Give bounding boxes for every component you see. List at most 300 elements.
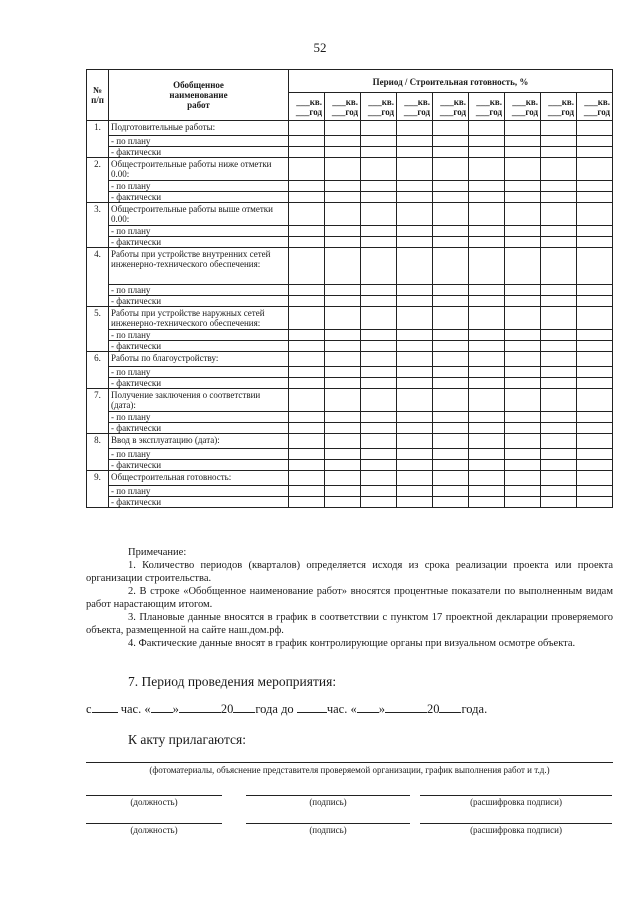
plan-label: - по плану — [109, 181, 289, 192]
value-cell[interactable] — [361, 248, 397, 285]
fact-row — [87, 423, 613, 434]
value-cell[interactable] — [325, 434, 361, 449]
plan-row — [87, 181, 613, 192]
value-cell[interactable] — [325, 471, 361, 486]
value-cell[interactable] — [433, 352, 469, 367]
value-cell[interactable] — [289, 248, 325, 285]
value-cell[interactable] — [433, 449, 469, 460]
year-label: ___год — [367, 106, 394, 117]
value-cell[interactable] — [325, 158, 361, 181]
value-cell[interactable] — [469, 248, 505, 285]
value-cell[interactable] — [433, 147, 469, 158]
value-cell[interactable] — [505, 367, 541, 378]
value-cell[interactable] — [577, 136, 613, 147]
value-cell[interactable] — [289, 486, 325, 497]
value-cell[interactable] — [505, 121, 541, 136]
value-cell[interactable] — [433, 226, 469, 237]
plan-row — [87, 367, 613, 378]
value-cell[interactable] — [361, 378, 397, 389]
value-cell[interactable] — [505, 181, 541, 192]
value-cell[interactable] — [325, 367, 361, 378]
value-cell[interactable] — [577, 226, 613, 237]
value-cell[interactable] — [433, 412, 469, 423]
value-cell[interactable] — [469, 203, 505, 226]
value-cell[interactable] — [505, 192, 541, 203]
fact-row — [87, 497, 613, 508]
value-cell[interactable] — [325, 147, 361, 158]
value-cell[interactable] — [325, 248, 361, 285]
value-cell[interactable] — [541, 192, 577, 203]
value-cell[interactable] — [577, 192, 613, 203]
value-cell[interactable] — [577, 181, 613, 192]
value-cell[interactable] — [577, 378, 613, 389]
value-cell[interactable] — [433, 136, 469, 147]
value-cell[interactable] — [505, 471, 541, 486]
value-cell[interactable] — [541, 285, 577, 296]
value-cell[interactable] — [361, 486, 397, 497]
table-row — [87, 471, 613, 486]
value-cell[interactable] — [433, 121, 469, 136]
value-cell[interactable] — [469, 367, 505, 378]
value-cell[interactable] — [289, 136, 325, 147]
value-cell[interactable] — [397, 460, 433, 471]
value-cell[interactable] — [289, 434, 325, 449]
day-to-field[interactable] — [357, 701, 379, 713]
value-cell[interactable] — [505, 378, 541, 389]
value-cell[interactable] — [397, 147, 433, 158]
value-cell[interactable] — [397, 121, 433, 136]
value-cell[interactable] — [289, 341, 325, 352]
value-cell[interactable] — [469, 192, 505, 203]
value-cell[interactable] — [289, 226, 325, 237]
value-cell[interactable] — [325, 181, 361, 192]
quarter-label: ___кв. — [332, 96, 358, 107]
value-cell[interactable] — [361, 471, 397, 486]
value-cell[interactable] — [505, 203, 541, 226]
month-to-field[interactable] — [385, 701, 427, 713]
value-cell[interactable] — [541, 147, 577, 158]
value-cell[interactable] — [505, 147, 541, 158]
row-number: 9. — [87, 471, 109, 508]
value-cell[interactable] — [469, 497, 505, 508]
plan-label: - по плану — [109, 226, 289, 237]
value-cell[interactable] — [433, 486, 469, 497]
year-to-field[interactable] — [439, 701, 461, 713]
value-cell[interactable] — [289, 497, 325, 508]
attachments-caption: (фотоматериалы, объяснение представителя проверяемой организации, график выполнения работ и т.д.) — [149, 765, 550, 775]
value-cell[interactable] — [469, 226, 505, 237]
value-cell[interactable] — [361, 412, 397, 423]
value-cell[interactable] — [433, 203, 469, 226]
value-cell[interactable] — [469, 434, 505, 449]
value-cell[interactable] — [433, 460, 469, 471]
value-cell[interactable] — [433, 378, 469, 389]
value-cell[interactable] — [361, 330, 397, 341]
value-cell[interactable] — [577, 307, 613, 330]
value-cell[interactable] — [325, 497, 361, 508]
value-cell[interactable] — [577, 296, 613, 307]
value-cell[interactable] — [361, 497, 397, 508]
value-cell[interactable] — [505, 389, 541, 412]
period-from-label: с — [86, 702, 92, 716]
hour-from-field[interactable] — [92, 701, 118, 713]
value-cell[interactable] — [505, 296, 541, 307]
value-cell[interactable] — [325, 486, 361, 497]
value-cell[interactable] — [325, 121, 361, 136]
value-cell[interactable] — [505, 486, 541, 497]
value-cell[interactable] — [577, 460, 613, 471]
note-4: 4. Фактические данные вносят в график контролирующие органы при визуальном осмотре объекта. — [128, 638, 576, 649]
value-cell[interactable] — [541, 389, 577, 412]
value-cell[interactable] — [397, 330, 433, 341]
value-cell[interactable] — [577, 471, 613, 486]
value-cell[interactable] — [361, 147, 397, 158]
value-cell[interactable] — [505, 434, 541, 449]
value-cell[interactable] — [397, 248, 433, 285]
decode-line-1[interactable] — [420, 795, 612, 796]
row-number: 1. — [87, 121, 109, 158]
value-cell[interactable] — [361, 192, 397, 203]
value-cell[interactable] — [541, 341, 577, 352]
value-cell[interactable] — [361, 341, 397, 352]
value-cell[interactable] — [397, 497, 433, 508]
position-line-2[interactable] — [86, 823, 222, 824]
row-number: 4. — [87, 248, 109, 307]
value-cell[interactable] — [325, 203, 361, 226]
fact-row — [87, 341, 613, 352]
value-cell[interactable] — [469, 330, 505, 341]
value-cell[interactable] — [433, 158, 469, 181]
value-cell[interactable] — [325, 330, 361, 341]
value-cell[interactable] — [505, 412, 541, 423]
value-cell[interactable] — [577, 367, 613, 378]
value-cell[interactable] — [289, 158, 325, 181]
value-cell[interactable] — [397, 389, 433, 412]
value-cell[interactable] — [361, 237, 397, 248]
fact-label: - фактически — [109, 460, 289, 471]
value-cell[interactable] — [541, 203, 577, 226]
value-cell[interactable] — [361, 121, 397, 136]
value-cell[interactable] — [505, 158, 541, 181]
value-cell[interactable] — [397, 285, 433, 296]
value-cell[interactable] — [469, 296, 505, 307]
value-cell[interactable] — [577, 434, 613, 449]
value-cell[interactable] — [433, 285, 469, 296]
value-cell[interactable] — [325, 352, 361, 367]
value-cell[interactable] — [289, 389, 325, 412]
value-cell[interactable] — [541, 460, 577, 471]
value-cell[interactable] — [397, 226, 433, 237]
value-cell[interactable] — [325, 341, 361, 352]
value-cell[interactable] — [289, 378, 325, 389]
value-cell[interactable] — [325, 307, 361, 330]
signature-line-1[interactable] — [246, 795, 410, 796]
notes-block — [86, 546, 613, 650]
value-cell[interactable] — [541, 423, 577, 434]
value-cell[interactable] — [289, 460, 325, 471]
value-cell[interactable] — [469, 307, 505, 330]
value-cell[interactable] — [325, 460, 361, 471]
decode-caption-1: (расшифровка подписи) — [470, 797, 562, 807]
signature-line-2[interactable] — [246, 823, 410, 824]
value-cell[interactable] — [397, 367, 433, 378]
value-cell[interactable] — [577, 203, 613, 226]
value-cell[interactable] — [289, 412, 325, 423]
value-cell[interactable] — [433, 192, 469, 203]
value-cell[interactable] — [433, 181, 469, 192]
value-cell[interactable] — [469, 352, 505, 367]
value-cell[interactable] — [361, 203, 397, 226]
value-cell[interactable] — [289, 471, 325, 486]
value-cell[interactable] — [541, 486, 577, 497]
value-cell[interactable] — [577, 389, 613, 412]
table-row — [87, 203, 613, 226]
value-cell[interactable] — [541, 181, 577, 192]
value-cell[interactable] — [541, 121, 577, 136]
quarter-label: ___кв. — [512, 96, 538, 107]
value-cell[interactable] — [469, 341, 505, 352]
signature-caption-2: (подпись) — [309, 825, 347, 835]
value-cell[interactable] — [361, 285, 397, 296]
value-cell[interactable] — [361, 367, 397, 378]
value-cell[interactable] — [397, 158, 433, 181]
day-from-field[interactable] — [151, 701, 173, 713]
value-cell[interactable] — [541, 449, 577, 460]
value-cell[interactable] — [397, 307, 433, 330]
value-cell[interactable] — [505, 136, 541, 147]
value-cell[interactable] — [325, 296, 361, 307]
value-cell[interactable] — [397, 181, 433, 192]
value-cell[interactable] — [325, 136, 361, 147]
value-cell[interactable] — [541, 296, 577, 307]
value-cell[interactable] — [397, 192, 433, 203]
value-cell[interactable] — [541, 497, 577, 508]
value-cell[interactable] — [469, 412, 505, 423]
decode-line-2[interactable] — [420, 823, 612, 824]
value-cell[interactable] — [433, 367, 469, 378]
value-cell[interactable] — [469, 460, 505, 471]
value-cell[interactable] — [433, 471, 469, 486]
position-line-1[interactable] — [86, 795, 222, 796]
value-cell[interactable] — [325, 237, 361, 248]
value-cell[interactable] — [577, 497, 613, 508]
value-cell[interactable] — [397, 412, 433, 423]
note-1: 1. Количество периодов (кварталов) определяется исходя из срока реализации проекта или проекта организации строительства. — [86, 560, 613, 584]
value-cell[interactable] — [361, 296, 397, 307]
value-cell[interactable] — [541, 248, 577, 285]
value-cell[interactable] — [289, 192, 325, 203]
decode-caption-2: (расшифровка подписи) — [470, 825, 562, 835]
value-cell[interactable] — [469, 237, 505, 248]
value-cell[interactable] — [541, 226, 577, 237]
value-cell[interactable] — [433, 330, 469, 341]
value-cell[interactable] — [361, 307, 397, 330]
value-cell[interactable] — [289, 307, 325, 330]
value-cell[interactable] — [397, 296, 433, 307]
value-cell[interactable] — [397, 203, 433, 226]
value-cell[interactable] — [433, 237, 469, 248]
value-cell[interactable] — [577, 121, 613, 136]
value-cell[interactable] — [361, 460, 397, 471]
note-3: 3. Плановые данные вносятся в график в соответствии с пунктом 17 проектной декларации проверяемого объекта, размещенной на сайте наш.дом.рф. — [86, 612, 613, 636]
value-cell[interactable] — [541, 136, 577, 147]
value-cell[interactable] — [433, 307, 469, 330]
value-cell[interactable] — [541, 158, 577, 181]
value-cell[interactable] — [433, 497, 469, 508]
value-cell[interactable] — [577, 285, 613, 296]
value-cell[interactable] — [469, 471, 505, 486]
value-cell[interactable] — [289, 147, 325, 158]
fact-label: - фактически — [109, 497, 289, 508]
value-cell[interactable] — [469, 285, 505, 296]
value-cell[interactable] — [469, 486, 505, 497]
quarter-label: ___кв. — [296, 96, 322, 107]
value-cell[interactable] — [397, 471, 433, 486]
value-cell[interactable] — [289, 330, 325, 341]
value-cell[interactable] — [541, 434, 577, 449]
value-cell[interactable] — [505, 497, 541, 508]
value-cell[interactable] — [505, 226, 541, 237]
hour-to-field[interactable] — [297, 701, 327, 713]
value-cell[interactable] — [505, 330, 541, 341]
value-cell[interactable] — [577, 158, 613, 181]
year-label: ___год — [511, 106, 538, 117]
value-cell[interactable] — [289, 237, 325, 248]
value-cell[interactable] — [433, 389, 469, 412]
value-cell[interactable] — [289, 121, 325, 136]
attachments-line[interactable] — [86, 762, 613, 763]
value-cell[interactable] — [505, 352, 541, 367]
value-cell[interactable] — [469, 449, 505, 460]
value-cell[interactable] — [325, 378, 361, 389]
value-cell[interactable] — [361, 423, 397, 434]
value-cell[interactable] — [541, 237, 577, 248]
value-cell[interactable] — [325, 285, 361, 296]
value-cell[interactable] — [289, 181, 325, 192]
value-cell[interactable] — [289, 367, 325, 378]
value-cell[interactable] — [361, 434, 397, 449]
value-cell[interactable] — [505, 237, 541, 248]
value-cell[interactable] — [433, 434, 469, 449]
column-header-period: Период / Строительная готовность, % — [289, 70, 613, 93]
table-row — [87, 307, 613, 330]
value-cell[interactable] — [397, 341, 433, 352]
value-cell[interactable] — [469, 378, 505, 389]
value-cell[interactable] — [577, 237, 613, 248]
row-number: 2. — [87, 158, 109, 203]
value-cell[interactable] — [361, 389, 397, 412]
value-cell[interactable] — [505, 449, 541, 460]
value-cell[interactable] — [361, 181, 397, 192]
fact-label: - фактически — [109, 378, 289, 389]
value-cell[interactable] — [577, 330, 613, 341]
value-cell[interactable] — [325, 192, 361, 203]
value-cell[interactable] — [469, 136, 505, 147]
value-cell[interactable] — [361, 352, 397, 367]
quarter-header-cell — [469, 93, 505, 121]
value-cell[interactable] — [577, 147, 613, 158]
value-cell[interactable] — [433, 248, 469, 285]
row-title: Работы при устройстве наружных сетей инженерно-технического обеспечения: — [109, 307, 289, 330]
plan-label: - по плану — [109, 486, 289, 497]
quarter-header-cell — [397, 93, 433, 121]
value-cell[interactable] — [469, 158, 505, 181]
plan-label: - по плану — [109, 367, 289, 378]
value-cell[interactable] — [577, 341, 613, 352]
value-cell[interactable] — [289, 203, 325, 226]
value-cell[interactable] — [289, 296, 325, 307]
fact-row — [87, 192, 613, 203]
value-cell[interactable] — [577, 423, 613, 434]
value-cell[interactable] — [397, 449, 433, 460]
value-cell[interactable] — [541, 330, 577, 341]
position-caption-2: (должность) — [130, 825, 178, 835]
value-cell[interactable] — [469, 423, 505, 434]
value-cell[interactable] — [433, 423, 469, 434]
value-cell[interactable] — [289, 423, 325, 434]
value-cell[interactable] — [505, 341, 541, 352]
value-cell[interactable] — [397, 136, 433, 147]
value-cell[interactable] — [505, 248, 541, 285]
value-cell[interactable] — [361, 158, 397, 181]
value-cell[interactable] — [505, 307, 541, 330]
value-cell[interactable] — [397, 237, 433, 248]
value-cell[interactable] — [505, 460, 541, 471]
value-cell[interactable] — [469, 389, 505, 412]
value-cell[interactable] — [289, 449, 325, 460]
value-cell[interactable] — [541, 412, 577, 423]
value-cell[interactable] — [325, 449, 361, 460]
value-cell[interactable] — [541, 352, 577, 367]
value-cell[interactable] — [541, 307, 577, 330]
value-cell[interactable] — [361, 449, 397, 460]
value-cell[interactable] — [289, 285, 325, 296]
value-cell[interactable] — [361, 136, 397, 147]
value-cell[interactable] — [541, 367, 577, 378]
value-cell[interactable] — [505, 285, 541, 296]
value-cell[interactable] — [577, 449, 613, 460]
value-cell[interactable] — [505, 423, 541, 434]
value-cell[interactable] — [325, 226, 361, 237]
value-cell[interactable] — [541, 378, 577, 389]
value-cell[interactable] — [289, 352, 325, 367]
value-cell[interactable] — [577, 352, 613, 367]
value-cell[interactable] — [433, 296, 469, 307]
value-cell[interactable] — [325, 412, 361, 423]
month-from-field[interactable] — [179, 701, 221, 713]
value-cell[interactable] — [577, 486, 613, 497]
value-cell[interactable] — [397, 434, 433, 449]
year-from-field[interactable] — [233, 701, 255, 713]
value-cell[interactable] — [397, 486, 433, 497]
value-cell[interactable] — [325, 389, 361, 412]
value-cell[interactable] — [541, 471, 577, 486]
row-number: 7. — [87, 389, 109, 434]
value-cell[interactable] — [433, 341, 469, 352]
value-cell[interactable] — [397, 352, 433, 367]
value-cell[interactable] — [469, 181, 505, 192]
plan-label: - по плану — [109, 285, 289, 296]
value-cell[interactable] — [577, 412, 613, 423]
value-cell[interactable] — [469, 121, 505, 136]
value-cell[interactable] — [469, 147, 505, 158]
value-cell[interactable] — [577, 248, 613, 285]
value-cell[interactable] — [397, 378, 433, 389]
value-cell[interactable] — [325, 423, 361, 434]
plan-label: - по плану — [109, 330, 289, 341]
value-cell[interactable] — [397, 423, 433, 434]
value-cell[interactable] — [361, 226, 397, 237]
